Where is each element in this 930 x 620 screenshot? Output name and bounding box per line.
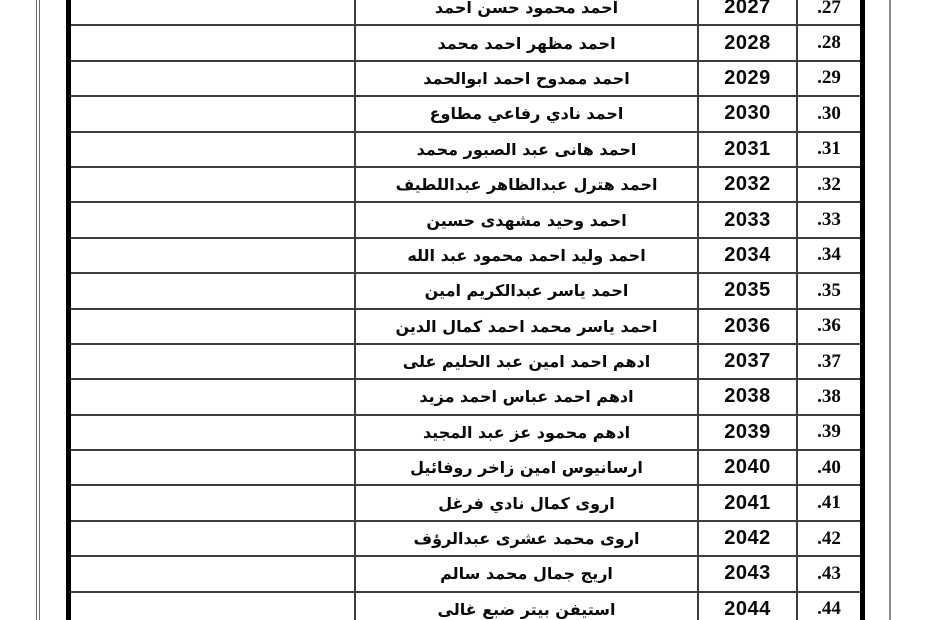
table-row [71,345,860,380]
student-name-cell: احمد وحيد مشهدى حسين [354,203,697,236]
empty-cell [71,310,354,343]
seat-number-cell: 2042 [697,522,796,555]
empty-cell [71,97,354,130]
empty-cell [71,486,354,519]
row-index-cell: .31 [796,133,860,166]
seat-number-cell: 2028 [697,26,796,59]
seat-number-cell: 2035 [697,274,796,307]
table-row [71,168,860,203]
empty-cell [71,380,354,413]
student-name-cell: احمد مظهر احمد محمد [354,26,697,59]
seat-number-cell: 2029 [697,62,796,95]
row-index-cell: .44 [796,593,860,620]
student-name-cell: ادهم احمد امين عبد الحليم على [354,345,697,378]
empty-cell [71,593,354,620]
row-index-cell: .41 [796,486,860,519]
seat-number-cell: 2043 [697,557,796,590]
seat-number-cell: 2036 [697,310,796,343]
table-row [71,380,860,415]
seat-number-cell: 2030 [697,97,796,130]
student-name-cell: احمد محمود حسن احمد [354,0,697,24]
student-name-cell: احمد ياسر عبدالكريم امين [354,274,697,307]
student-name-cell: احمد ياسر محمد احمد كمال الدين [354,310,697,343]
table-row [71,522,860,557]
empty-cell [71,0,354,24]
empty-cell [71,203,354,236]
table-row [71,310,860,345]
student-name-cell: ادهم محمود عز عبد المجيد [354,416,697,449]
table-row [71,133,860,168]
seat-number-cell: 2039 [697,416,796,449]
table-row [71,557,860,592]
table-row [71,451,860,486]
row-index-cell: .33 [796,203,860,236]
student-name-cell: ارسانيوس امين زاخر روفائيل [354,451,697,484]
table-row [71,203,860,238]
empty-cell [71,239,354,272]
seat-number-cell: 2031 [697,133,796,166]
table-row [71,97,860,132]
row-index-cell: .27 [796,0,860,24]
empty-cell [71,416,354,449]
table-row [71,593,860,620]
empty-cell [71,133,354,166]
empty-cell [71,274,354,307]
seat-number-cell: 2034 [697,239,796,272]
row-index-cell: .43 [796,557,860,590]
empty-cell [71,557,354,590]
seat-number-cell: 2037 [697,345,796,378]
student-name-cell: اريج جمال محمد سالم [354,557,697,590]
row-index-cell: .30 [796,97,860,130]
seat-number-cell: 2041 [697,486,796,519]
student-name-cell: احمد هترل عبدالظاهر عبداللطيف [354,168,697,201]
empty-cell [71,522,354,555]
page-border-left-inner-line [39,0,40,620]
row-index-cell: .34 [796,239,860,272]
row-index-cell: .38 [796,380,860,413]
row-index-cell: .37 [796,345,860,378]
row-index-cell: .40 [796,451,860,484]
student-name-cell: استيفن بيتر ضبع غالى [354,593,697,620]
row-index-cell: .28 [796,26,860,59]
student-name-cell: احمد وليد احمد محمود عبد الله [354,239,697,272]
student-name-cell: اروى محمد عشرى عبدالرؤف [354,522,697,555]
seat-number-cell: 2038 [697,380,796,413]
seat-number-cell: 2032 [697,168,796,201]
seat-number-cell: 2027 [697,0,796,24]
table-row [71,239,860,274]
seat-number-cell: 2044 [697,593,796,620]
table-row [71,274,860,309]
table-row [71,26,860,61]
empty-cell [71,451,354,484]
row-index-cell: .36 [796,310,860,343]
row-index-cell: .39 [796,416,860,449]
student-name-cell: احمد ممدوح احمد ابوالحمد [354,62,697,95]
seat-number-cell: 2033 [697,203,796,236]
empty-cell [71,26,354,59]
empty-cell [71,62,354,95]
row-index-cell: .42 [796,522,860,555]
page-border-left-outer-line [36,0,37,620]
empty-cell [71,168,354,201]
table-row [71,486,860,521]
row-index-cell: .29 [796,62,860,95]
student-name-cell: احمد هانى عبد الصبور محمد [354,133,697,166]
page-border-right-line [889,0,891,620]
table-row [71,416,860,451]
row-index-cell: .35 [796,274,860,307]
row-index-cell: .32 [796,168,860,201]
student-name-cell: احمد نادي رفاعي مطاوع [354,97,697,130]
seat-number-cell: 2040 [697,451,796,484]
roster-table [66,0,865,620]
student-name-cell: ادهم احمد عباس احمد مزيد [354,380,697,413]
empty-cell [71,345,354,378]
table-row [71,62,860,97]
student-name-cell: اروى كمال نادي فرغل [354,486,697,519]
table-row [71,0,860,26]
